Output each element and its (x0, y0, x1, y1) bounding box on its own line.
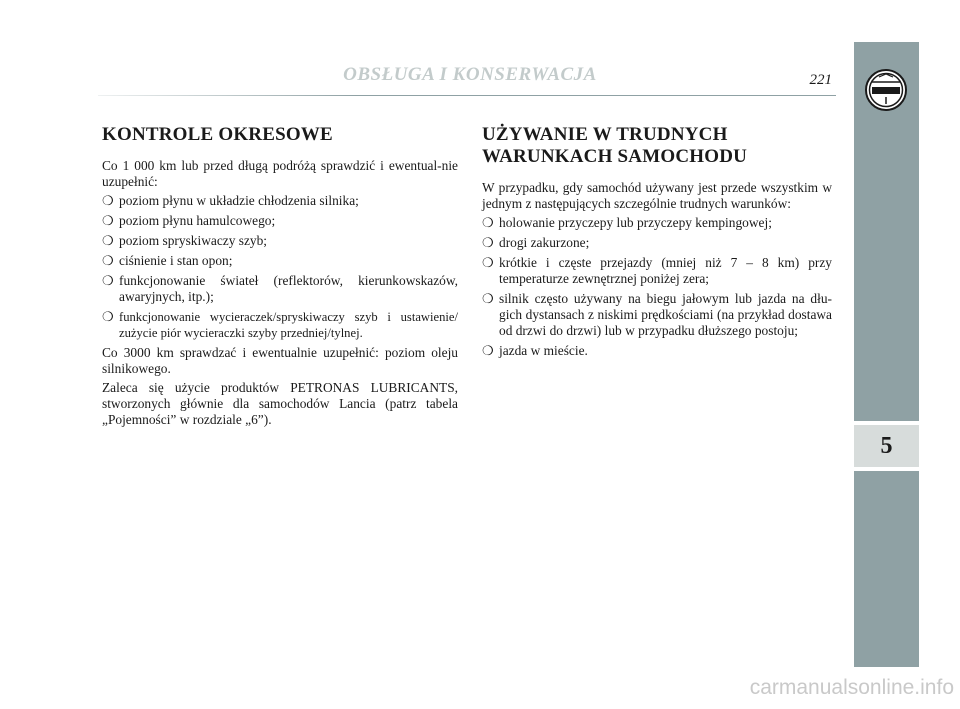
watermark: carmanualsonline.info (749, 676, 954, 699)
bullet-circle-icon: ❍ (102, 273, 114, 288)
recommendation-paragraph: Zaleca się użycie produktów PETRONAS LUBRICANTS, stworzonych głównie dla samochodów Lancia (patrz tabela „Pojemności” w rozdziale „6”). (102, 380, 458, 427)
intro-paragraph: Co 1 000 km lub przed długą podróżą sprawdzić i ewentual-nie uzupełnić: (102, 158, 458, 189)
bullet-circle-icon: ❍ (482, 235, 494, 250)
list-item: ❍ funkcjonowanie świateł (reflektorów, kierunkowskazów, awaryjnych, itp.); (102, 273, 458, 304)
list-item: ❍ funkcjonowanie wycieraczek/spryskiwaczy szyb i ustawienie/ zużycie piór wycieraczki szyby przedniej/tylnej. (102, 309, 458, 340)
list-item: ❍ krótkie i częste przejazdy (mniej niż 7 – 8 km) przy temperaturze zewnętrznej poniżej zera; (482, 255, 832, 286)
lancia-logo-icon (864, 68, 908, 112)
bullet-circle-icon: ❍ (482, 291, 494, 306)
bullet-circle-icon: ❍ (482, 215, 494, 230)
bullet-circle-icon: ❍ (102, 193, 114, 208)
right-column (482, 124, 832, 363)
bullet-circle-icon: ❍ (482, 255, 494, 270)
section-heading (482, 124, 832, 168)
bullet-circle-icon: ❍ (102, 213, 114, 228)
list-item: ❍ ciśnienie i stan opon; (102, 253, 233, 268)
list-item: ❍ poziom płynu hamulcowego; (102, 213, 276, 228)
bullet-circle-icon: ❍ (482, 343, 494, 358)
intro-paragraph: W przypadku, gdy samochód używany jest przede wszystkim w jednym z następujących szczególnie trudnych warunków: (482, 180, 832, 211)
running-title: OBSŁUGA I KONSERWACJA (343, 64, 597, 85)
list-item: ❍ silnik często używany na biegu jałowym lub jazda na dłu-gich dystansach z niskimi prędkościami (na przykład dostawa od drzwi do drzwi) lub w przypadku dłuższego postoju; (482, 291, 832, 338)
list-item: ❍ poziom płynu w układzie chłodzenia silnika; (102, 193, 359, 208)
left-column (102, 124, 458, 431)
checklist (102, 193, 458, 341)
chapter-divider (854, 467, 919, 471)
header-rule (98, 95, 836, 96)
list-item: ❍ holowanie przyczepy lub przyczepy kempingowej; (482, 215, 772, 230)
section-heading-line: WARUNKACH SAMOCHODU (482, 146, 748, 167)
section-heading-line: UŻYWANIE W TRUDNYCH (482, 124, 728, 145)
section-heading: KONTROLE OKRESOWE (102, 124, 333, 145)
list-item: ❍ drogi zakurzone; (482, 235, 590, 250)
bullet-circle-icon: ❍ (102, 309, 114, 324)
chapter-sidebar (854, 42, 919, 667)
bullet-circle-icon: ❍ (102, 233, 114, 248)
conditions-list (482, 215, 832, 359)
oil-check-paragraph: Co 3000 km sprawdzać i ewentualnie uzupełnić: poziom oleju silnikowego. (102, 345, 458, 376)
chapter-number: 5 (854, 425, 919, 467)
page-number: 221 (809, 72, 832, 88)
list-item: ❍ poziom spryskiwaczy szyb; (102, 233, 268, 248)
list-item: ❍ jazda w mieście. (482, 343, 588, 358)
bullet-circle-icon: ❍ (102, 253, 114, 268)
